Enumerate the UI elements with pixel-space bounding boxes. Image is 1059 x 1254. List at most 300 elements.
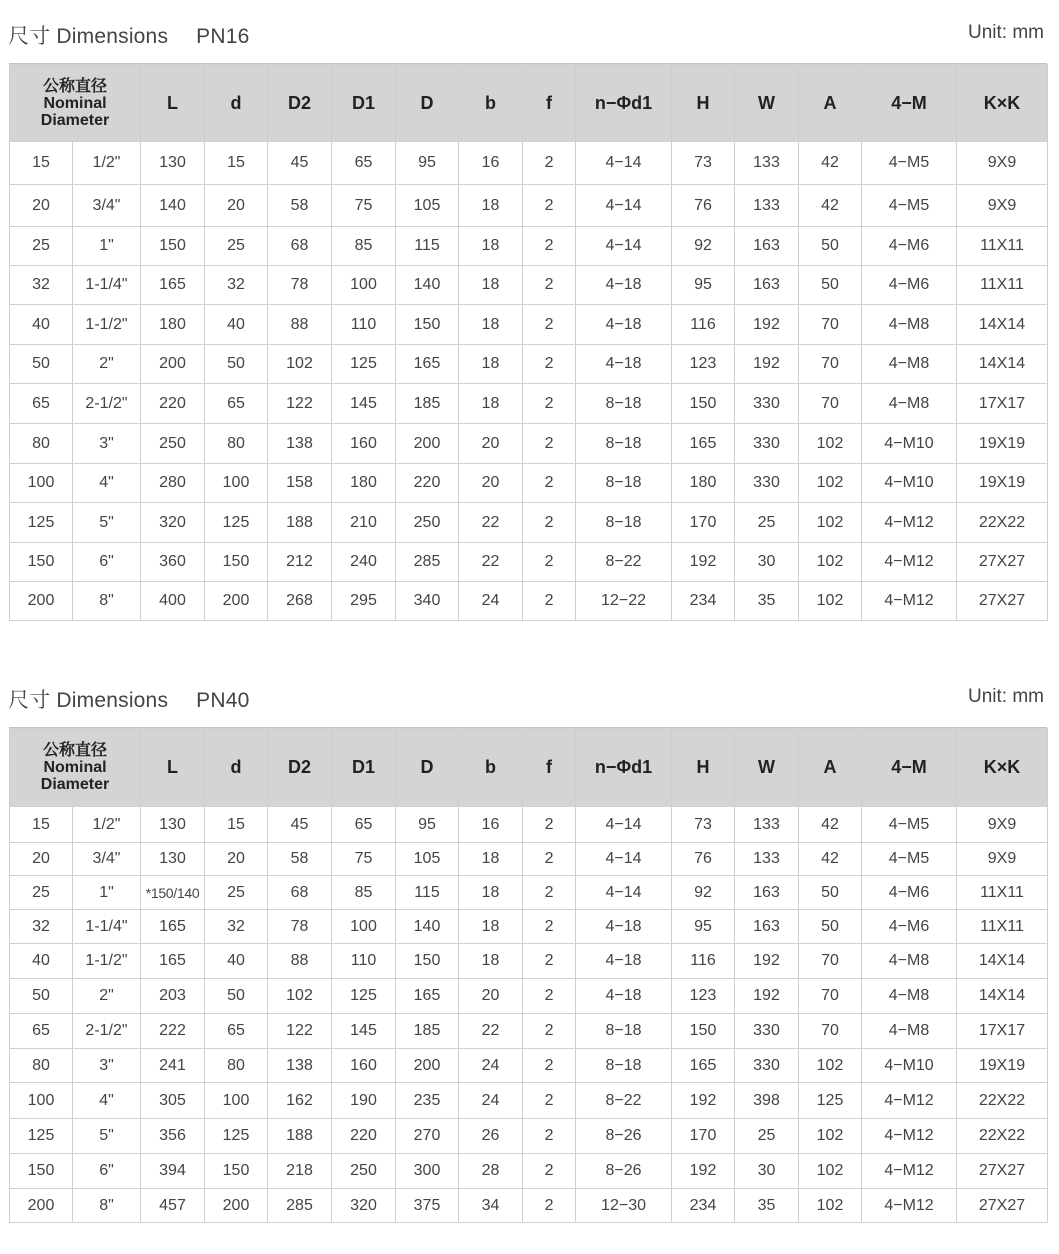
- pn40-header-d-small: d: [205, 729, 268, 807]
- table-cell: 150: [672, 1014, 735, 1049]
- table-cell: 42: [799, 142, 862, 185]
- table-cell: 65: [10, 1014, 73, 1049]
- table-cell: 4": [73, 464, 141, 503]
- table-cell: *150/140: [141, 876, 205, 910]
- table-cell: 188: [268, 1119, 332, 1154]
- table-cell: 330: [735, 1049, 799, 1083]
- table-cell: 133: [735, 843, 799, 876]
- table-cell: 1/2": [73, 807, 141, 843]
- table-row: [10, 944, 1048, 979]
- table-cell: 125: [332, 345, 396, 384]
- table-cell: 2: [523, 1014, 576, 1049]
- table-row: [10, 305, 1048, 345]
- table-cell: 4−M5: [862, 843, 957, 876]
- table-cell: 140: [141, 185, 205, 227]
- table-cell: 150: [10, 1154, 73, 1189]
- table-cell: 163: [735, 227, 799, 266]
- table-cell: 285: [268, 1189, 332, 1223]
- table-cell: 65: [205, 384, 268, 424]
- table-cell: 185: [396, 1014, 459, 1049]
- table-cell: 200: [10, 582, 73, 621]
- table-cell: 100: [205, 464, 268, 503]
- table-cell: 22: [459, 1014, 523, 1049]
- table-cell: 192: [735, 979, 799, 1014]
- table-cell: 76: [672, 185, 735, 227]
- table-cell: 32: [205, 266, 268, 305]
- table-cell: 16: [459, 142, 523, 185]
- table-cell: 2: [523, 1154, 576, 1189]
- table-cell: 30: [735, 543, 799, 582]
- table-cell: 50: [205, 345, 268, 384]
- table-cell: 250: [141, 424, 205, 464]
- table-cell: 165: [141, 266, 205, 305]
- pn40-header-b: b: [459, 729, 523, 807]
- table-cell: 1-1/4": [73, 266, 141, 305]
- table-cell: 285: [396, 543, 459, 582]
- table-cell: 123: [672, 979, 735, 1014]
- table-cell: 192: [672, 543, 735, 582]
- table-cell: 5": [73, 503, 141, 543]
- table-cell: 3/4": [73, 185, 141, 227]
- table-cell: 75: [332, 843, 396, 876]
- table-cell: 20: [205, 185, 268, 227]
- table-cell: 150: [396, 944, 459, 979]
- table-cell: 4−M5: [862, 807, 957, 843]
- pn40-header-w: W: [735, 729, 799, 807]
- table-cell: 2: [523, 944, 576, 979]
- pn40-header-bolt-holes: n−Φd1: [576, 729, 672, 807]
- table-row: [10, 384, 1048, 424]
- table-cell: 5": [73, 1119, 141, 1154]
- table-cell: 145: [332, 1014, 396, 1049]
- table-cell: 4−M10: [862, 464, 957, 503]
- table-cell: 4": [73, 1083, 141, 1119]
- pn16-header-4m: 4−M: [862, 65, 957, 142]
- table-cell: 165: [672, 424, 735, 464]
- table-cell: 18: [459, 185, 523, 227]
- table-cell: 95: [396, 807, 459, 843]
- pn16-header-f: f: [523, 65, 576, 142]
- table-cell: 220: [332, 1119, 396, 1154]
- table-cell: 122: [268, 384, 332, 424]
- table-cell: 4−M8: [862, 944, 957, 979]
- pn16-header-kxk: K×K: [957, 65, 1048, 142]
- table-cell: 50: [205, 979, 268, 1014]
- table-cell: 4−14: [576, 876, 672, 910]
- pn40-header-f: f: [523, 729, 576, 807]
- table-cell: 22X22: [957, 503, 1048, 543]
- table-cell: 2: [523, 305, 576, 345]
- table-cell: 50: [10, 345, 73, 384]
- table-cell: 102: [799, 1049, 862, 1083]
- table-cell: 1-1/2": [73, 305, 141, 345]
- table-row: [10, 543, 1048, 582]
- table-cell: 234: [672, 1189, 735, 1223]
- table-cell: 375: [396, 1189, 459, 1223]
- table-cell: 1-1/2": [73, 944, 141, 979]
- table-cell: 125: [205, 503, 268, 543]
- table-cell: 68: [268, 227, 332, 266]
- table-cell: 80: [205, 424, 268, 464]
- table-cell: 222: [141, 1014, 205, 1049]
- table-cell: 170: [672, 1119, 735, 1154]
- table-cell: 92: [672, 227, 735, 266]
- table-cell: 2: [523, 424, 576, 464]
- table-cell: 4−M8: [862, 384, 957, 424]
- table-cell: 42: [799, 185, 862, 227]
- table-cell: 4−M12: [862, 543, 957, 582]
- table-cell: 4−14: [576, 185, 672, 227]
- table-cell: 88: [268, 944, 332, 979]
- table-row: [10, 142, 1048, 185]
- table-cell: 22X22: [957, 1119, 1048, 1154]
- table-cell: 130: [141, 142, 205, 185]
- table-cell: 105: [396, 843, 459, 876]
- table-cell: 32: [10, 266, 73, 305]
- pn40-title: [8, 684, 250, 714]
- table-cell: 140: [396, 910, 459, 944]
- table-cell: 105: [396, 185, 459, 227]
- table-cell: 2: [523, 1083, 576, 1119]
- pn16-table-body: [10, 142, 1048, 621]
- table-cell: 14X14: [957, 979, 1048, 1014]
- table-cell: 11X11: [957, 266, 1048, 305]
- table-cell: 18: [459, 876, 523, 910]
- table-cell: 40: [205, 944, 268, 979]
- table-cell: 145: [332, 384, 396, 424]
- table-cell: 12−30: [576, 1189, 672, 1223]
- table-row: [10, 843, 1048, 876]
- table-cell: 150: [672, 384, 735, 424]
- table-cell: 320: [141, 503, 205, 543]
- table-cell: 4−14: [576, 142, 672, 185]
- table-cell: 200: [10, 1189, 73, 1223]
- table-cell: 4−18: [576, 979, 672, 1014]
- table-cell: 18: [459, 384, 523, 424]
- table-cell: 102: [799, 582, 862, 621]
- table-cell: 100: [332, 910, 396, 944]
- table-cell: 180: [332, 464, 396, 503]
- table-cell: 8−18: [576, 1049, 672, 1083]
- table-cell: 165: [141, 910, 205, 944]
- table-row: [10, 1119, 1048, 1154]
- table-cell: 2: [523, 1049, 576, 1083]
- table-cell: 50: [799, 266, 862, 305]
- table-cell: 300: [396, 1154, 459, 1189]
- pn16-header-d1: D1: [332, 65, 396, 142]
- table-cell: 14X14: [957, 345, 1048, 384]
- table-cell: 163: [735, 266, 799, 305]
- table-cell: 24: [459, 1049, 523, 1083]
- table-cell: 27X27: [957, 582, 1048, 621]
- table-cell: 26: [459, 1119, 523, 1154]
- table-cell: 35: [735, 582, 799, 621]
- table-cell: 163: [735, 876, 799, 910]
- table-cell: 6": [73, 543, 141, 582]
- table-cell: 78: [268, 266, 332, 305]
- pn40-title-row: [0, 684, 1059, 714]
- table-cell: 163: [735, 910, 799, 944]
- table-cell: 8−26: [576, 1119, 672, 1154]
- table-cell: 340: [396, 582, 459, 621]
- table-cell: 330: [735, 424, 799, 464]
- table-cell: 162: [268, 1083, 332, 1119]
- table-cell: 125: [332, 979, 396, 1014]
- table-cell: 394: [141, 1154, 205, 1189]
- table-cell: 32: [10, 910, 73, 944]
- table-cell: 70: [799, 1014, 862, 1049]
- table-cell: 2: [523, 1119, 576, 1154]
- table-cell: 115: [396, 876, 459, 910]
- table-cell: 1": [73, 227, 141, 266]
- table-cell: 8−18: [576, 1014, 672, 1049]
- pn16-header-w: W: [735, 65, 799, 142]
- table-cell: 78: [268, 910, 332, 944]
- table-row: [10, 266, 1048, 305]
- pn16-header-a: A: [799, 65, 862, 142]
- table-cell: 165: [396, 979, 459, 1014]
- table-cell: 18: [459, 266, 523, 305]
- table-cell: 18: [459, 944, 523, 979]
- table-row: [10, 1014, 1048, 1049]
- table-cell: 65: [205, 1014, 268, 1049]
- table-cell: 116: [672, 305, 735, 345]
- table-cell: 8−26: [576, 1154, 672, 1189]
- table-cell: 4−M12: [862, 1083, 957, 1119]
- pn16-header-nominal-en1: Nominal: [43, 94, 107, 112]
- table-cell: 4−14: [576, 807, 672, 843]
- table-row: [10, 227, 1048, 266]
- table-cell: 2: [523, 266, 576, 305]
- pn16-header-d2: D2: [268, 65, 332, 142]
- table-cell: 76: [672, 843, 735, 876]
- pn16-title-text: 尺寸 Dimensions: [8, 25, 169, 48]
- table-cell: 1-1/4": [73, 910, 141, 944]
- table-cell: 234: [672, 582, 735, 621]
- table-cell: 4−M6: [862, 910, 957, 944]
- table-cell: 4−M10: [862, 424, 957, 464]
- table-row: [10, 876, 1048, 910]
- pn40-header-nominal-diameter: [10, 729, 141, 807]
- table-cell: 11X11: [957, 910, 1048, 944]
- table-cell: 4−14: [576, 843, 672, 876]
- table-cell: 50: [799, 227, 862, 266]
- table-cell: 2: [523, 876, 576, 910]
- table-cell: 95: [672, 910, 735, 944]
- table-cell: 95: [672, 266, 735, 305]
- table-cell: 20: [459, 424, 523, 464]
- table-cell: 14X14: [957, 305, 1048, 345]
- table-cell: 4−18: [576, 910, 672, 944]
- table-cell: 4−M10: [862, 1049, 957, 1083]
- table-cell: 9X9: [957, 807, 1048, 843]
- table-cell: 250: [396, 503, 459, 543]
- table-cell: 330: [735, 1014, 799, 1049]
- table-cell: 170: [672, 503, 735, 543]
- table-row: [10, 582, 1048, 621]
- table-cell: 115: [396, 227, 459, 266]
- table-cell: 35: [735, 1189, 799, 1223]
- pn40-unit-label: Unit: mm: [968, 686, 1044, 707]
- table-row: [10, 345, 1048, 384]
- pn40-title-text: 尺寸 Dimensions: [8, 689, 169, 712]
- table-cell: 8−18: [576, 503, 672, 543]
- table-cell: 8−18: [576, 424, 672, 464]
- table-cell: 4−18: [576, 266, 672, 305]
- table-cell: 4−M12: [862, 1154, 957, 1189]
- table-cell: 8−18: [576, 464, 672, 503]
- table-cell: 45: [268, 807, 332, 843]
- table-cell: 24: [459, 1083, 523, 1119]
- table-cell: 138: [268, 1049, 332, 1083]
- pn16-header-bolt-holes: n−Φd1: [576, 65, 672, 142]
- table-cell: 4−M8: [862, 1014, 957, 1049]
- table-cell: 9X9: [957, 843, 1048, 876]
- table-cell: 100: [332, 266, 396, 305]
- table-cell: 28: [459, 1154, 523, 1189]
- pn16-pressure-label: PN16: [196, 25, 250, 48]
- table-cell: 85: [332, 227, 396, 266]
- table-cell: 40: [10, 305, 73, 345]
- table-cell: 30: [735, 1154, 799, 1189]
- table-cell: 18: [459, 305, 523, 345]
- table-cell: 280: [141, 464, 205, 503]
- table-cell: 18: [459, 345, 523, 384]
- table-cell: 150: [141, 227, 205, 266]
- pn40-header-kxk: K×K: [957, 729, 1048, 807]
- table-cell: 25: [735, 1119, 799, 1154]
- table-cell: 27X27: [957, 1154, 1048, 1189]
- table-cell: 8": [73, 1189, 141, 1223]
- table-cell: 133: [735, 185, 799, 227]
- table-cell: 19X19: [957, 1049, 1048, 1083]
- table-cell: 192: [672, 1154, 735, 1189]
- table-cell: 220: [141, 384, 205, 424]
- table-cell: 2: [523, 582, 576, 621]
- table-cell: 2: [523, 185, 576, 227]
- table-cell: 200: [396, 1049, 459, 1083]
- pn16-title: [8, 20, 250, 50]
- table-cell: 190: [332, 1083, 396, 1119]
- table-cell: 110: [332, 305, 396, 345]
- table-cell: 70: [799, 979, 862, 1014]
- table-cell: 200: [396, 424, 459, 464]
- table-cell: 58: [268, 185, 332, 227]
- table-cell: 102: [799, 1154, 862, 1189]
- table-cell: 158: [268, 464, 332, 503]
- table-cell: 200: [205, 1189, 268, 1223]
- table-cell: 330: [735, 384, 799, 424]
- pn16-header-row: [10, 65, 1048, 142]
- table-cell: 185: [396, 384, 459, 424]
- table-cell: 165: [672, 1049, 735, 1083]
- table-cell: 65: [10, 384, 73, 424]
- table-cell: 125: [799, 1083, 862, 1119]
- table-cell: 305: [141, 1083, 205, 1119]
- table-cell: 210: [332, 503, 396, 543]
- table-cell: 320: [332, 1189, 396, 1223]
- table-cell: 165: [141, 944, 205, 979]
- table-cell: 100: [10, 464, 73, 503]
- table-cell: 40: [205, 305, 268, 345]
- table-cell: 160: [332, 424, 396, 464]
- table-cell: 4−M8: [862, 345, 957, 384]
- table-cell: 212: [268, 543, 332, 582]
- table-cell: 125: [10, 503, 73, 543]
- table-cell: 2": [73, 979, 141, 1014]
- table-cell: 102: [799, 1189, 862, 1223]
- table-cell: 50: [799, 910, 862, 944]
- table-cell: 192: [735, 305, 799, 345]
- table-cell: 150: [396, 305, 459, 345]
- table-cell: 240: [332, 543, 396, 582]
- table-cell: 125: [205, 1119, 268, 1154]
- pn40-pressure-label: PN40: [196, 689, 250, 712]
- table-cell: 25: [10, 227, 73, 266]
- table-cell: 133: [735, 142, 799, 185]
- table-cell: 50: [10, 979, 73, 1014]
- table-cell: 203: [141, 979, 205, 1014]
- table-cell: 220: [396, 464, 459, 503]
- table-cell: 3": [73, 1049, 141, 1083]
- table-cell: 110: [332, 944, 396, 979]
- pn16-dimensions-table: [9, 64, 1048, 621]
- table-cell: 65: [332, 142, 396, 185]
- table-cell: 70: [799, 345, 862, 384]
- table-cell: 25: [10, 876, 73, 910]
- table-cell: 20: [10, 843, 73, 876]
- table-cell: 180: [141, 305, 205, 345]
- table-cell: 250: [332, 1154, 396, 1189]
- table-row: [10, 503, 1048, 543]
- table-cell: 3": [73, 424, 141, 464]
- pn16-header-h: H: [672, 65, 735, 142]
- table-cell: 25: [205, 227, 268, 266]
- table-cell: 400: [141, 582, 205, 621]
- table-cell: 150: [205, 1154, 268, 1189]
- pn16-header-nominal-diameter: [10, 65, 141, 142]
- table-cell: 18: [459, 843, 523, 876]
- table-cell: 11X11: [957, 227, 1048, 266]
- table-cell: 2: [523, 1189, 576, 1223]
- pn16-title-row: [0, 20, 1059, 50]
- table-cell: 1/2": [73, 142, 141, 185]
- table-cell: 102: [799, 1119, 862, 1154]
- table-cell: 2: [523, 807, 576, 843]
- table-cell: 3/4": [73, 843, 141, 876]
- table-cell: 4−14: [576, 227, 672, 266]
- table-cell: 75: [332, 185, 396, 227]
- table-cell: 4−M6: [862, 227, 957, 266]
- table-cell: 165: [396, 345, 459, 384]
- table-cell: 160: [332, 1049, 396, 1083]
- pn40-header-nominal-en2: Diameter: [40, 776, 110, 793]
- pn40-header-d: D: [396, 729, 459, 807]
- table-cell: 2-1/2": [73, 384, 141, 424]
- pn40-header-a: A: [799, 729, 862, 807]
- table-cell: 12−22: [576, 582, 672, 621]
- table-cell: 130: [141, 807, 205, 843]
- table-cell: 102: [268, 345, 332, 384]
- table-cell: 27X27: [957, 543, 1048, 582]
- table-row: [10, 1083, 1048, 1119]
- table-cell: 1": [73, 876, 141, 910]
- pn40-table-body: [10, 807, 1048, 1223]
- pn16-header-nominal-cn: 公称直径: [43, 77, 108, 95]
- table-cell: 200: [205, 582, 268, 621]
- pn16-header-d-small: d: [205, 65, 268, 142]
- table-cell: 4−18: [576, 305, 672, 345]
